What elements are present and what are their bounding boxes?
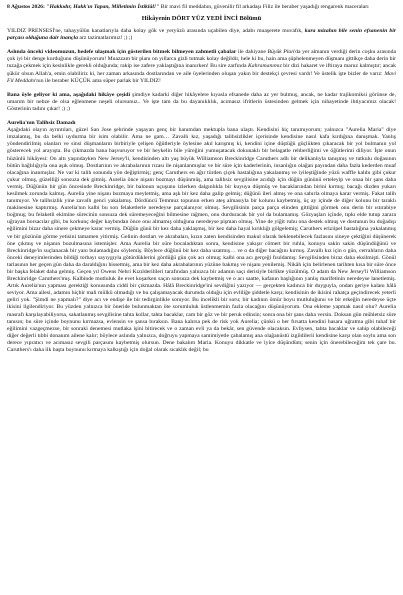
- date-label: 8 Ağustos 2026:: [7, 4, 45, 10]
- greeting-emphasis: kara mizahın bile senin efsanenin bir parçası olduğuna dair inançla: [7, 28, 397, 42]
- section-heading: Aurelia'nın Talihsiz Damadı: [7, 120, 76, 127]
- section-body: Aşağıdaki olayın ayrıntıları, güzel San Jose şehrinde yaşayan genç bir hanımdan mektupla bana ulaştı. Kendisini hiç tanımıyorum; yalnızca "Aurelia Maria" diye imzalamış, bu da belki uydurma bir isim olabilir. Ama ne gam… Zavallı kız, yaşadığı talihsizlikler içerisinde kendisine nasıl kafa kırdığına danışmak. Yanlış yöndendirilmiş olanları ve sinsi düşmanların birbiriyle çelişen öğütleriyle öylesine akıl karışmış ki, kendini içine düştüğü güçlükten çıkaracak bir yol bulmanın yol gösterecek yol arayışta. Bu çıkmazda bana başvuruyor ve bir heykelin bile yüreğini yumuşatacak dokunaklı bir belagatle rehberliğimi ve öğütlerimi diliyor. İşte onun hüzünlü hikâyesi: On altı yaşındayken New Jersey'li, kendisinden altı yaş büyük Williamson Breckinridge Caruthers adlı bir delikanlıyla tanışmış ve tutkulu doğasının bütün bağlılığıyla ona aşık olmuş. Dostlarının ve akrabalarının rızası ile nişanlanmışlar ve bir süre için kaderlerinin, insanlığın olağan payından daha fazla kederden muaf olacağına inanmışlar. Ne var ki talih sonunda yön değiştirmiş; genç Caruthers en ağır türden çiçek hastalığına yakalanmış ve iyileştiğinde yüzü waffle kalıbı gibi çukur çukur olmuş, güzelliği sonsuza dek gitmiş. Aurelia önce nişanı bozmayı düşünmüş, ama talihsiz sevgilisine acıdığı için düğün gününü erteleyip ve onaa bir şans daha vermiş. Düğünün bir gün öncesinde Breckinridge, bir balonun uçuşunu izlerken dalgınlıkla bir kuyuya düşmüş ve bacaklarından birini kırmış; bacağı dizden yukarı kesilmek zorunda kalmış. Aurelia yine nişanı bozmaya meyletmiş, ama aşk bir kez daha galip gelmiş; düğünü ileri almış ve ona sabırla olmaya karar vermiş. Fakat talih tanımıyor. Ve talihsizlik yine zavallı genci yakalamış. Dördüncü Temmuz topunun erken ateş almasıyla bir kolunu kaybetmiş, üç ay içinde de diğer kolunu bir taraklı makinesine kaptırmış. Aurelia'nın kalbi bu son felaketlerle neredeyse parçalanıyor olmuş. Sevgilisinin parça parça elinden gittiğini görmek onu derin bir ıstırabiye boğmuş; bu felaketli ekimine sürecinin sonsuza dek süremeyeceğini bilmesine rağmen, onu durduracak bir yol da bulamamış. Gözyaşları içinde, tıpkı elde tutup zarara uğrayan borsacılar gibi, bu korkunç değer kaybından önce onu almamış olduğuna neredeyse pişman olmuş. Yine de yiğit ruhu ona destek olmuş ve dostunun bu doğadışı eğilimini bizar daha sinere çekmeye karar vermiş. Düğün günü bir kez daha yaklaşmış, bir kez daha hayal kırıklığı gölgelemiş; Caruthers eriziipel hastalığına yakalanmış ve bir gözünün görme yetisini tamamen yitirmiş. Gelinin dostları ve akrabaları, kızın zaten kendisinden makul olarak beklenebilecek fazlasını sineye çektiğini düşünerek öne çıkmış ve nişanın bozulmasına istemişler. Ama Aurelia bir süre bocaladıktan sonra, kendisine yakışır cömert bir ruhla, konuyu sakin sakin düşündüğünü ve Breckinridge'in suçlanacak bir yanı bulamadığını söylemiş. Böylece düğünü bir kez daha uzatmış… ve o da diğer bacağını kırmış. Zavallı kız için o gün, cerrahların daha önceki deneyimlerinden bildiği torbayı sayıygıyla götürdüklerini gördüğü gün çok acı olmuş; kalbi ona acı gerçeği fısıldamış: Sevgilisinden biraz daha eksilmişti. Gönül tarlasının her geçen gün daha da daraldığını hissetmiş, ama bir kez daha akrabalarının yüzüne bakmış ve nişanı yenilemiş. Nikâh için belirlenen tarihten kısa bir süre önce bir başka felaket daha gelmiş. Geçen yıl Owens Nehri Kızılderilileri tarafından yalnızca bir adamın saçı derisiyle birlikte yüzülmüş. O adam da New Jersey'li Williamson Breckinridge Caruthers'mış. Kalbinde mutluluk ile evet koşarken saçın sonsuza dek kaybetmiş ve o acı saatte, kafanın başlığının yanlış marifetinin neredeyse lanetlemiş. Artık Aurelia'nın yapması gerektiği konusunda ciddi bir çıkmazda. Hâlâ Breckinridge'ini sevdiğini yazıyor — gerçekten kadınca bir duyguyla, ondan geriye kalanı hâlâ seviyor. Ama ailesi, adamın hiçbir mali mülkü olmadığı ve bu çalışamayacak durumda olduğu için evliliğe şiddetle karşı; kendisinin de ikisini rahatça geçindirecek yeterli geliri yok. "Şimdi ne yapmalı?" diye acı ve endişe ile bir tedirginlikle soruyor. Bu incelikli bir soru; bir kadının ömür boyu mutluluğunu ve bir erkeğin neredeyse üçte ikisini ilgilendiriyor. Bu yüzden yalnızca bir öneride bulunmaktan öte sorumluluk üstlenmemin fazla olacağını düşünüyorum. Ona ekleme yapmak nasıl olur? Aurelia masrafı karşılayabiliyorsa, sakatlanmış sevgilisine tahta kollar, tahta bacaklar, cam bir göz ve bir peruk edinsin; sonra ona bir şans daha versin. Doksan gün mühletsiz süre tanısın; bu süre içinde boynunu kırmazsa, evlensin ve şansa bıraksın. Bana kalırsa pek de risk yok Aurelia; çünkü o her fırsatta kendini hasara uğratma gibi tuhaf bir eğilimini vazgeçmezse, bir sonraki denemesi mutlaka işini bitirecek ve o zaman evli ya da bekâr, sen güvende olacaksın. Evliysen, tahta bacaklar ve sahip olabileceği diğer değerli tıbbi donanım ailene kalır; böylece aslında yalnızca, doğruyu yapmaya samimiyetle çabalamış ana olağanüstü izgildilerii kendisine karşı olan soylu ama son derece yıpratıcı ve acımasız sevgili parçasını kaybetmiş olursun. Dene bakalım Maria. Konuyu dikkatle ve iyice düşündüm; senin için önerebileceğim tek çare bu. Caruthers'ı daha ilk başta boynunu kırmaya kalkıştığı için doğal olarak sıcaklık değil; bu: [7, 127, 396, 354]
- greeting-paragraph: YILDIZ PRENSESİ'ne, tahayyülün kanatlarıyla daha kolay gök ve yeryüzü arasında uçabilen diye, adabı muaşerete muvafık, kara mizahın bile senin efsanenin bir parçası olduğuna dair inançla arz tazimatlarımız! ;) ;): [7, 28, 397, 42]
- chapter-title: Hikâyenin DÖRT YÜZ YEDİ İNCİ Bölümü: [141, 15, 262, 23]
- paragraph-1: Aslında önceki videomuzun, hedefe ulaşmak için gösterilen bitmek bilmeyen zahmetli çabalar ile dahiyane Büyük Plan'da yer almanın verdiği derin coşku arasında çok iyi bir denge kurduğunu düşünüyorum! Muazzam bir planı on yıllarca gizli tutmak kolay değildir, hele ki bu, hain ama şüphelenmeyen düşmanı gittikçe daha derin bir tuzağa çekmek için kesinlikle gerekli olduğunda; rakip ise zafere yaklaştığına inanırken! Bu sire zarfında Kahramanımız bir dizi hakaret ve iftiraya maruz kalmıştır; ancak şükür olsun Allah'a, emin olabiliriz ki, her zaman arkasında dostlarından ve aile üyelerinden oluşan yakın bir destekçi çevresi vardı! Ve üstelik işte bizler de varız: Mavi Fil Meddahı'nın ile beraber KÜÇÜK ama süper parlak bir YILDIZ!: [7, 49, 397, 84]
- header-intro: Bir mavi fil meddahın, güvenilir fil arkadaşı Filiz ile beraber yaşadığı rengarenk maceraları: [159, 4, 369, 10]
- header-quote: "Hakkıdır, Hakk'ın Tapan, Milletimin İstiklâl!": [46, 4, 160, 10]
- header-line: [7, 4, 396, 11]
- paragraph-2: Bana öyle geliyor ki ama, aşağıdaki hikâye çeşidi şimdiye kadarki diğer hikâyelere kıyasla efsanede daha az yer bulmuş, ancak, ne kadar trajikomiksi görünse de, umarım bir nebze de olsa eğlenmene neşeli olursunuz.. Ve işte tam da bu dayanıklılık, acımasız ifritlerin üstesinden gelmek için nihayetinde ihtiyacımız olacak! Gösterinin tadını çıkar! ;) ;): [7, 91, 396, 112]
